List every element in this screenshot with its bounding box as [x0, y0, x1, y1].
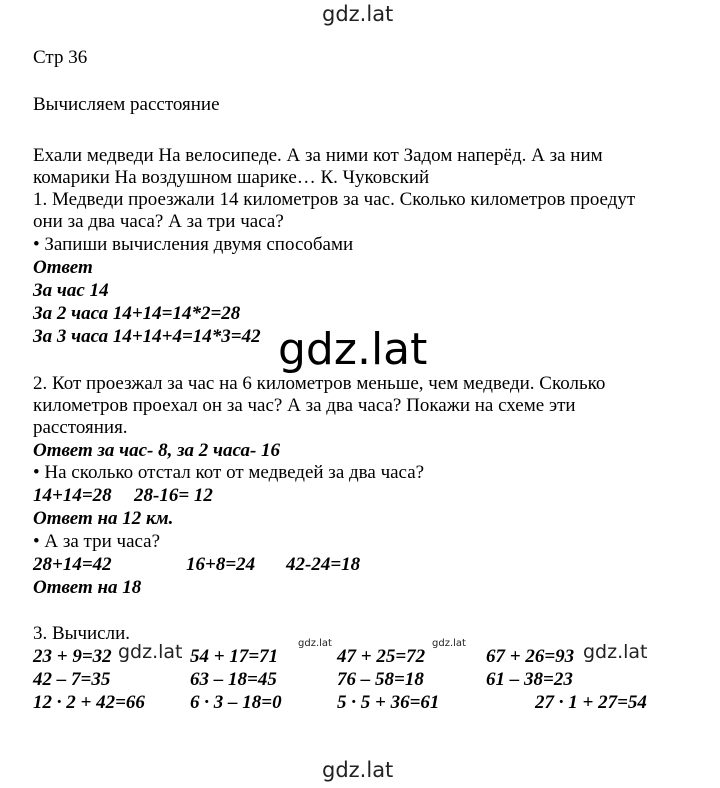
task3-expression: 27 · 1 + 27=54 — [535, 692, 647, 713]
task1-subtask: • Запиши вычисления двумя способами — [33, 234, 354, 255]
task2-answer: Ответ на 18 — [33, 577, 142, 598]
task2-question: • На сколько отстал кот от медведей за два часа? — [33, 462, 425, 483]
task3-expression: 12 · 2 + 42=66 — [33, 692, 145, 713]
task3-title: 3. Вычисли. — [33, 623, 130, 644]
task1-answer-line: За час 14 — [33, 280, 109, 301]
poem-line: комарики На воздушном шарике… К. Чуковский — [33, 167, 430, 188]
poem-line: Ехали медведи На велосипеде. А за ними кот Задом наперёд. А за ним — [33, 145, 603, 166]
page-label: Стр 36 — [33, 47, 88, 68]
watermark-inline: gdz.lat — [118, 641, 183, 663]
task3-expression: 5 · 5 + 36=61 — [337, 692, 440, 713]
task2-calc: 16+8=24 — [186, 554, 256, 575]
task3-expression: 23 + 9=32 — [33, 646, 112, 667]
task2-calc: 14+14=28 — [33, 485, 112, 506]
watermark-small: gdz.lat — [432, 638, 466, 649]
task3-expression: 61 – 38=23 — [486, 669, 573, 690]
task2-calc: 28-16= 12 — [134, 485, 213, 506]
task3-expression: 76 – 58=18 — [337, 669, 424, 690]
task3-expression: 42 – 7=35 — [33, 669, 111, 690]
task3-expression: 47 + 25=72 — [337, 646, 426, 667]
task3-expression: 54 + 17=71 — [190, 646, 279, 667]
task2-question: • А за три часа? — [33, 531, 161, 552]
page-title: Вычисляем расстояние — [33, 94, 220, 115]
watermark-small: gdz.lat — [298, 638, 332, 649]
task2-calc: 42-24=18 — [286, 554, 361, 575]
task2-text: расстояния. — [33, 417, 128, 438]
task1-answer-line: За 2 часа 14+14=14*2=28 — [33, 303, 241, 324]
task2-calc: 28+14=42 — [33, 554, 112, 575]
task3-expression: 6 · 3 – 18=0 — [190, 692, 282, 713]
task3-expression: 63 – 18=45 — [190, 669, 277, 690]
task2-answer: Ответ за час- 8, за 2 часа- 16 — [33, 440, 281, 461]
task2-text: 2. Кот проезжал за час на 6 километров меньше, чем медведи. Сколько — [33, 373, 606, 394]
watermark-center: gdz.lat — [278, 324, 428, 375]
task1-text: они за два часа? А за три часа? — [33, 211, 284, 232]
task2-text: километров проехал он за час? А за два часа? Покажи на схеме эти — [33, 395, 576, 416]
task1-answer-line: За 3 часа 14+14+4=14*3=42 — [33, 326, 261, 347]
watermark-inline: gdz.lat — [583, 641, 648, 663]
task3-expression: 67 + 26=93 — [486, 646, 575, 667]
task1-text: 1. Медведи проезжали 14 километров за час. Сколько километров проедут — [33, 189, 636, 210]
watermark-top: gdz.lat — [322, 2, 394, 26]
task2-answer: Ответ на 12 км. — [33, 508, 174, 529]
task1-answer-heading: Ответ — [33, 257, 93, 278]
watermark-bottom: gdz.lat — [322, 758, 394, 782]
